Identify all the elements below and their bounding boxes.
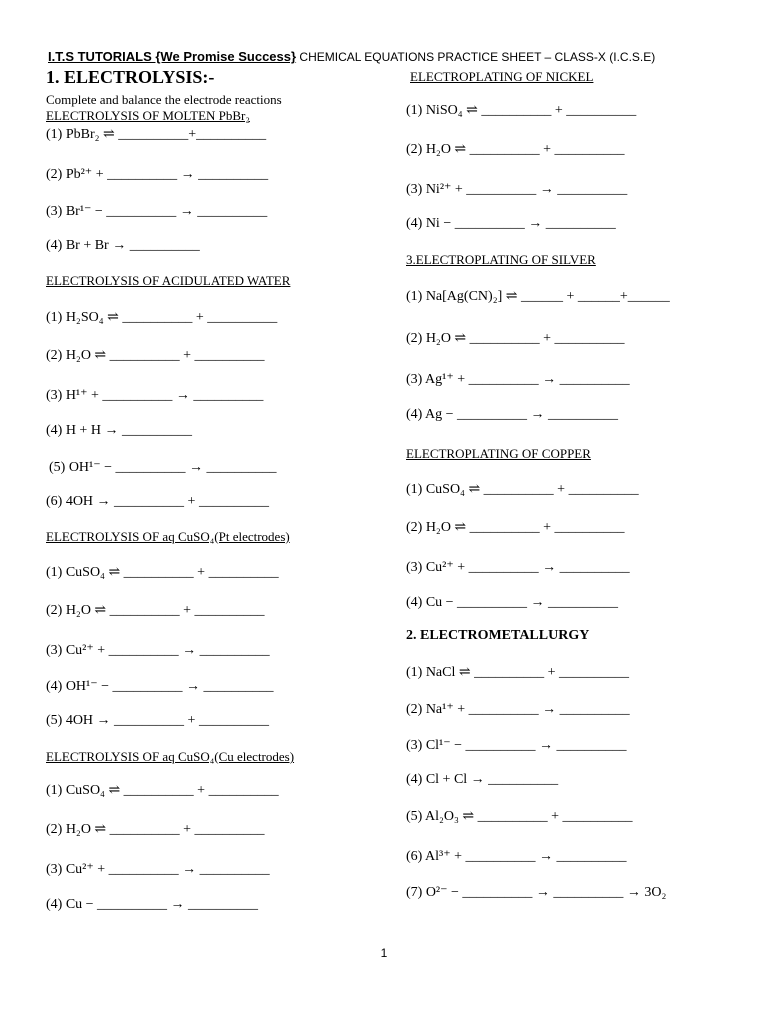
equation-line: (2) Pb²⁺ + __________ → __________ [46,167,269,182]
equation-line: (4) Cu − __________ → __________ [406,595,619,610]
section-title-cuso4-pt: ELECTROLYSIS OF aq CuSO₄(Pt electrodes) [46,529,290,544]
section-title-acidulated-water: ELECTROLYSIS OF ACIDULATED WATER [46,273,291,288]
section-title-molten-pbbr2: ELECTROLYSIS OF MOLTEN PbBr₂ [46,108,250,123]
equation-line: (1) NaCl ⇌ __________ + __________ [406,665,630,680]
section-title-silver: 3.ELECTROPLATING OF SILVER [406,252,596,267]
equation-line: (6) 4OH → __________ + __________ [46,494,269,509]
equation-line: (3) Cu²⁺ + __________ → __________ [46,862,270,877]
equation-line: (1) H₂SO₄ ⇌ __________ + __________ [46,310,278,325]
equation-line: (4) Cu − __________ → __________ [46,897,259,912]
equation-line: (3) Ag¹⁺ + __________ → __________ [406,372,630,387]
tutorial-brand: I.T.S TUTORIALS {We Promise Success} [48,49,297,64]
equation-line: (5) Al₂O₃ ⇌ __________ + __________ [406,809,633,824]
equation-line: (1) CuSO₄ ⇌ __________ + __________ [46,565,279,580]
equation-line: (1) CuSO₄ ⇌ __________ + __________ [46,783,279,798]
instruction-text: Complete and balance the electrode reactions [46,92,282,107]
equation-line: (4) Ni − __________ → __________ [406,216,616,231]
equation-line: (3) Ni²⁺ + __________ → __________ [406,182,628,197]
equation-line: (3) H¹⁺ + __________ → __________ [46,388,264,403]
equation-line: (3) Cu²⁺ + __________ → __________ [406,560,630,575]
equation-line: (4) Br + Br → __________ [46,238,200,253]
equation-line: (4) Cl + Cl → __________ [406,772,559,787]
equation-line: (4) H + H → __________ [46,423,192,438]
section-title-cuso4-cu: ELECTROLYSIS OF aq CuSO₄(Cu electrodes) [46,749,295,764]
equation-line: (1) NiSO₄ ⇌ __________ + __________ [406,103,637,118]
equation-line: (4) OH¹⁻ − __________ → __________ [46,679,274,694]
equation-line: (7) O²⁻ − __________ → __________ → 3O₂ [406,885,667,900]
page-number: 1 [380,946,388,960]
equation-line: (2) H₂O ⇌ __________ + __________ [46,822,265,837]
section-title-nickel: ELECTROPLATING OF NICKEL [410,69,594,84]
equation-line: (4) Ag − __________ → __________ [406,407,619,422]
equation-line: (5) OH¹⁻ − __________ → __________ [49,460,277,475]
equation-line: (3) Cl¹⁻ − __________ → __________ [406,738,627,753]
equation-line: (1) Na[Ag(CN)₂] ⇌ ______ + ______+______ [406,289,670,304]
equation-line: (2) Na¹⁺ + __________ → __________ [406,702,630,717]
equation-line: (2) H₂O ⇌ __________ + __________ [46,348,265,363]
equation-line: (5) 4OH → __________ + __________ [46,713,269,728]
equation-line: (2) H₂O ⇌ __________ + __________ [46,603,265,618]
equation-line: (2) H₂O ⇌ __________ + __________ [406,142,625,157]
equation-line: (6) Al³⁺ + __________ → __________ [406,849,627,864]
equation-line: (3) Br¹⁻ − __________ → __________ [46,204,268,219]
equation-line: (1) CuSO₄ ⇌ __________ + __________ [406,482,639,497]
equation-line: (2) H₂O ⇌ __________ + __________ [406,520,625,535]
section-title-copper: ELECTROPLATING OF COPPER [406,446,591,461]
sheet-title: CHEMICAL EQUATIONS PRACTICE SHEET – CLASS-X (I.C.S.E) [296,50,656,64]
electrolysis-heading: 1. ELECTROLYSIS:- [46,67,215,87]
electrometallurgy-heading: 2. ELECTROMETALLURGY [406,628,590,643]
equation-line: (1) PbBr₂ ⇌ __________+__________ [46,127,267,142]
sheet-header [48,49,748,65]
equation-line: (2) H₂O ⇌ __________ + __________ [406,331,625,346]
equation-line: (3) Cu²⁺ + __________ → __________ [46,643,270,658]
